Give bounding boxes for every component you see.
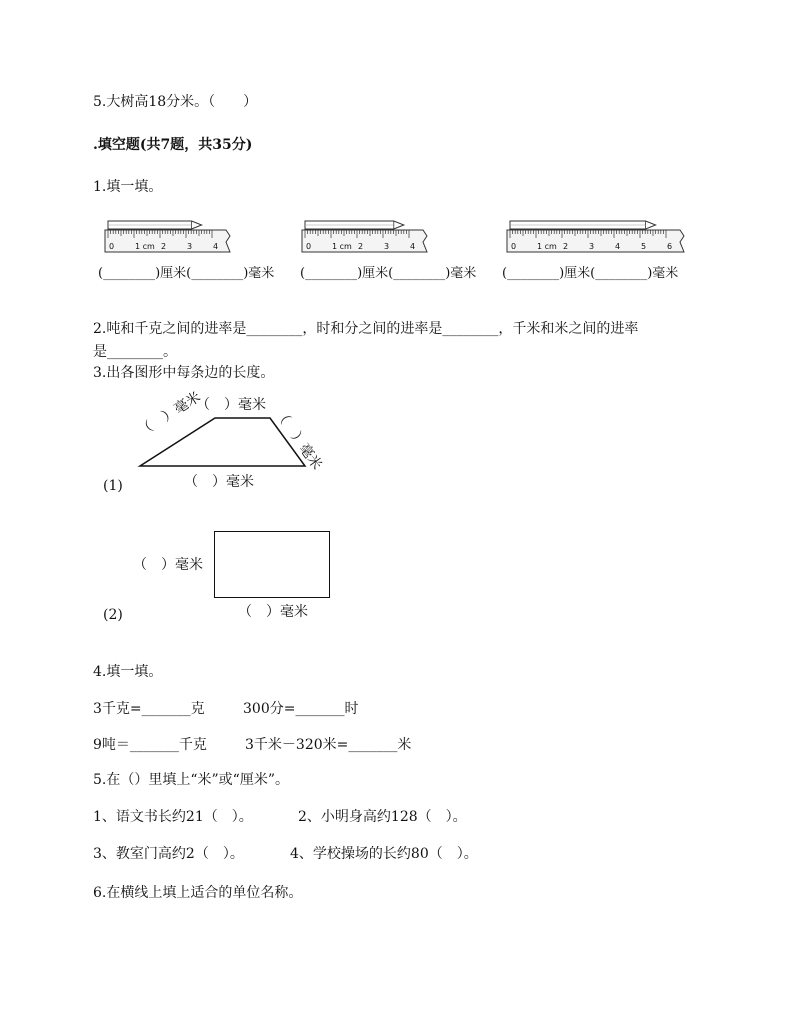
ruler-tick-label: 0 — [306, 242, 312, 251]
trapezoid-bottom-label: （ ）毫米 — [184, 474, 254, 490]
ruler-tick-label: 4 — [410, 242, 416, 251]
question-2-line-1: 2.吨和千克之间的进率是________，时和分之间的进率是________，千米和米之间的进率 — [93, 321, 639, 337]
prev-question-5: 5.大树高18分米。（ ） — [93, 94, 258, 110]
question-5-item-4: 4、学校操场的长约80（ ）。 — [290, 846, 478, 862]
ruler-tick-label: 4 — [213, 242, 219, 251]
ruler-tick-label: 3 — [589, 242, 595, 251]
rectangle-bottom-label: （ ）毫米 — [238, 604, 308, 620]
ruler-tick-label: 2 — [563, 242, 569, 251]
trapezoid-top-label: （ ）毫米 — [196, 397, 266, 413]
ruler-tick-label: 2 — [161, 242, 167, 251]
trapezoid-right-label: （ ）毫米 — [271, 406, 325, 473]
ruler-tick-label: 1 cm — [537, 242, 557, 251]
question-2-line-2: 是________。 — [93, 344, 177, 360]
question-5-item-1: 1、语文书长约21（ ）。 — [93, 809, 253, 825]
question-4-item-d: 3千米－320米=_______米 — [245, 737, 412, 753]
ruler-1-answer: (________)厘米(________)毫米 — [98, 266, 275, 281]
ruler-tick-label: 4 — [615, 242, 621, 251]
question-5-item-2: 2、小明身高约128（ ）。 — [298, 809, 467, 825]
trapezoid-left-label: （ ）毫米 — [135, 389, 204, 440]
ruler-tick-label: 0 — [511, 242, 517, 251]
question-4-title: 4.填一填。 — [93, 664, 163, 680]
ruler-tick-label: 6 — [667, 242, 673, 251]
question-5-title: 5.在（）里填上“米”或“厘米”。 — [93, 772, 289, 788]
ruler-tick-label: 0 — [109, 242, 115, 251]
ruler-3-answer: (________)厘米(________)毫米 — [502, 266, 679, 281]
ruler-tick-label: 5 — [641, 242, 647, 251]
ruler-2-answer: (________)厘米(________)毫米 — [300, 266, 477, 281]
ruler-1 — [103, 216, 261, 256]
ruler-3 — [505, 216, 687, 256]
question-3-title: 3.出各图形中每条边的长度。 — [93, 365, 275, 381]
ruler-tick-label: 2 — [358, 242, 364, 251]
ruler-tick-label: 3 — [187, 242, 193, 251]
question-4-item-a: 3千克=_______克 — [93, 701, 205, 717]
question-6-title: 6.在横线上填上适合的单位名称。 — [93, 885, 303, 901]
figure-2-label: (2) — [103, 607, 123, 623]
ruler-2 — [300, 216, 458, 256]
question-4-item-b: 300分=_______时 — [243, 701, 359, 717]
ruler-tick-label: 1 cm — [332, 242, 352, 251]
figure-1-label: (1) — [103, 478, 123, 494]
rectangle-left-label: （ ）毫米 — [133, 557, 203, 573]
ruler-tick-label: 1 cm — [135, 242, 155, 251]
rectangle-figure — [214, 531, 330, 598]
question-1-title: 1.填一填。 — [93, 179, 163, 195]
question-5-item-3: 3、教室门高约2（ ）。 — [93, 846, 244, 862]
question-4-item-c: 9吨＝_______千克 — [93, 737, 207, 753]
ruler-tick-label: 3 — [384, 242, 390, 251]
section-heading: .填空题(共7题，共35分) — [93, 137, 253, 153]
